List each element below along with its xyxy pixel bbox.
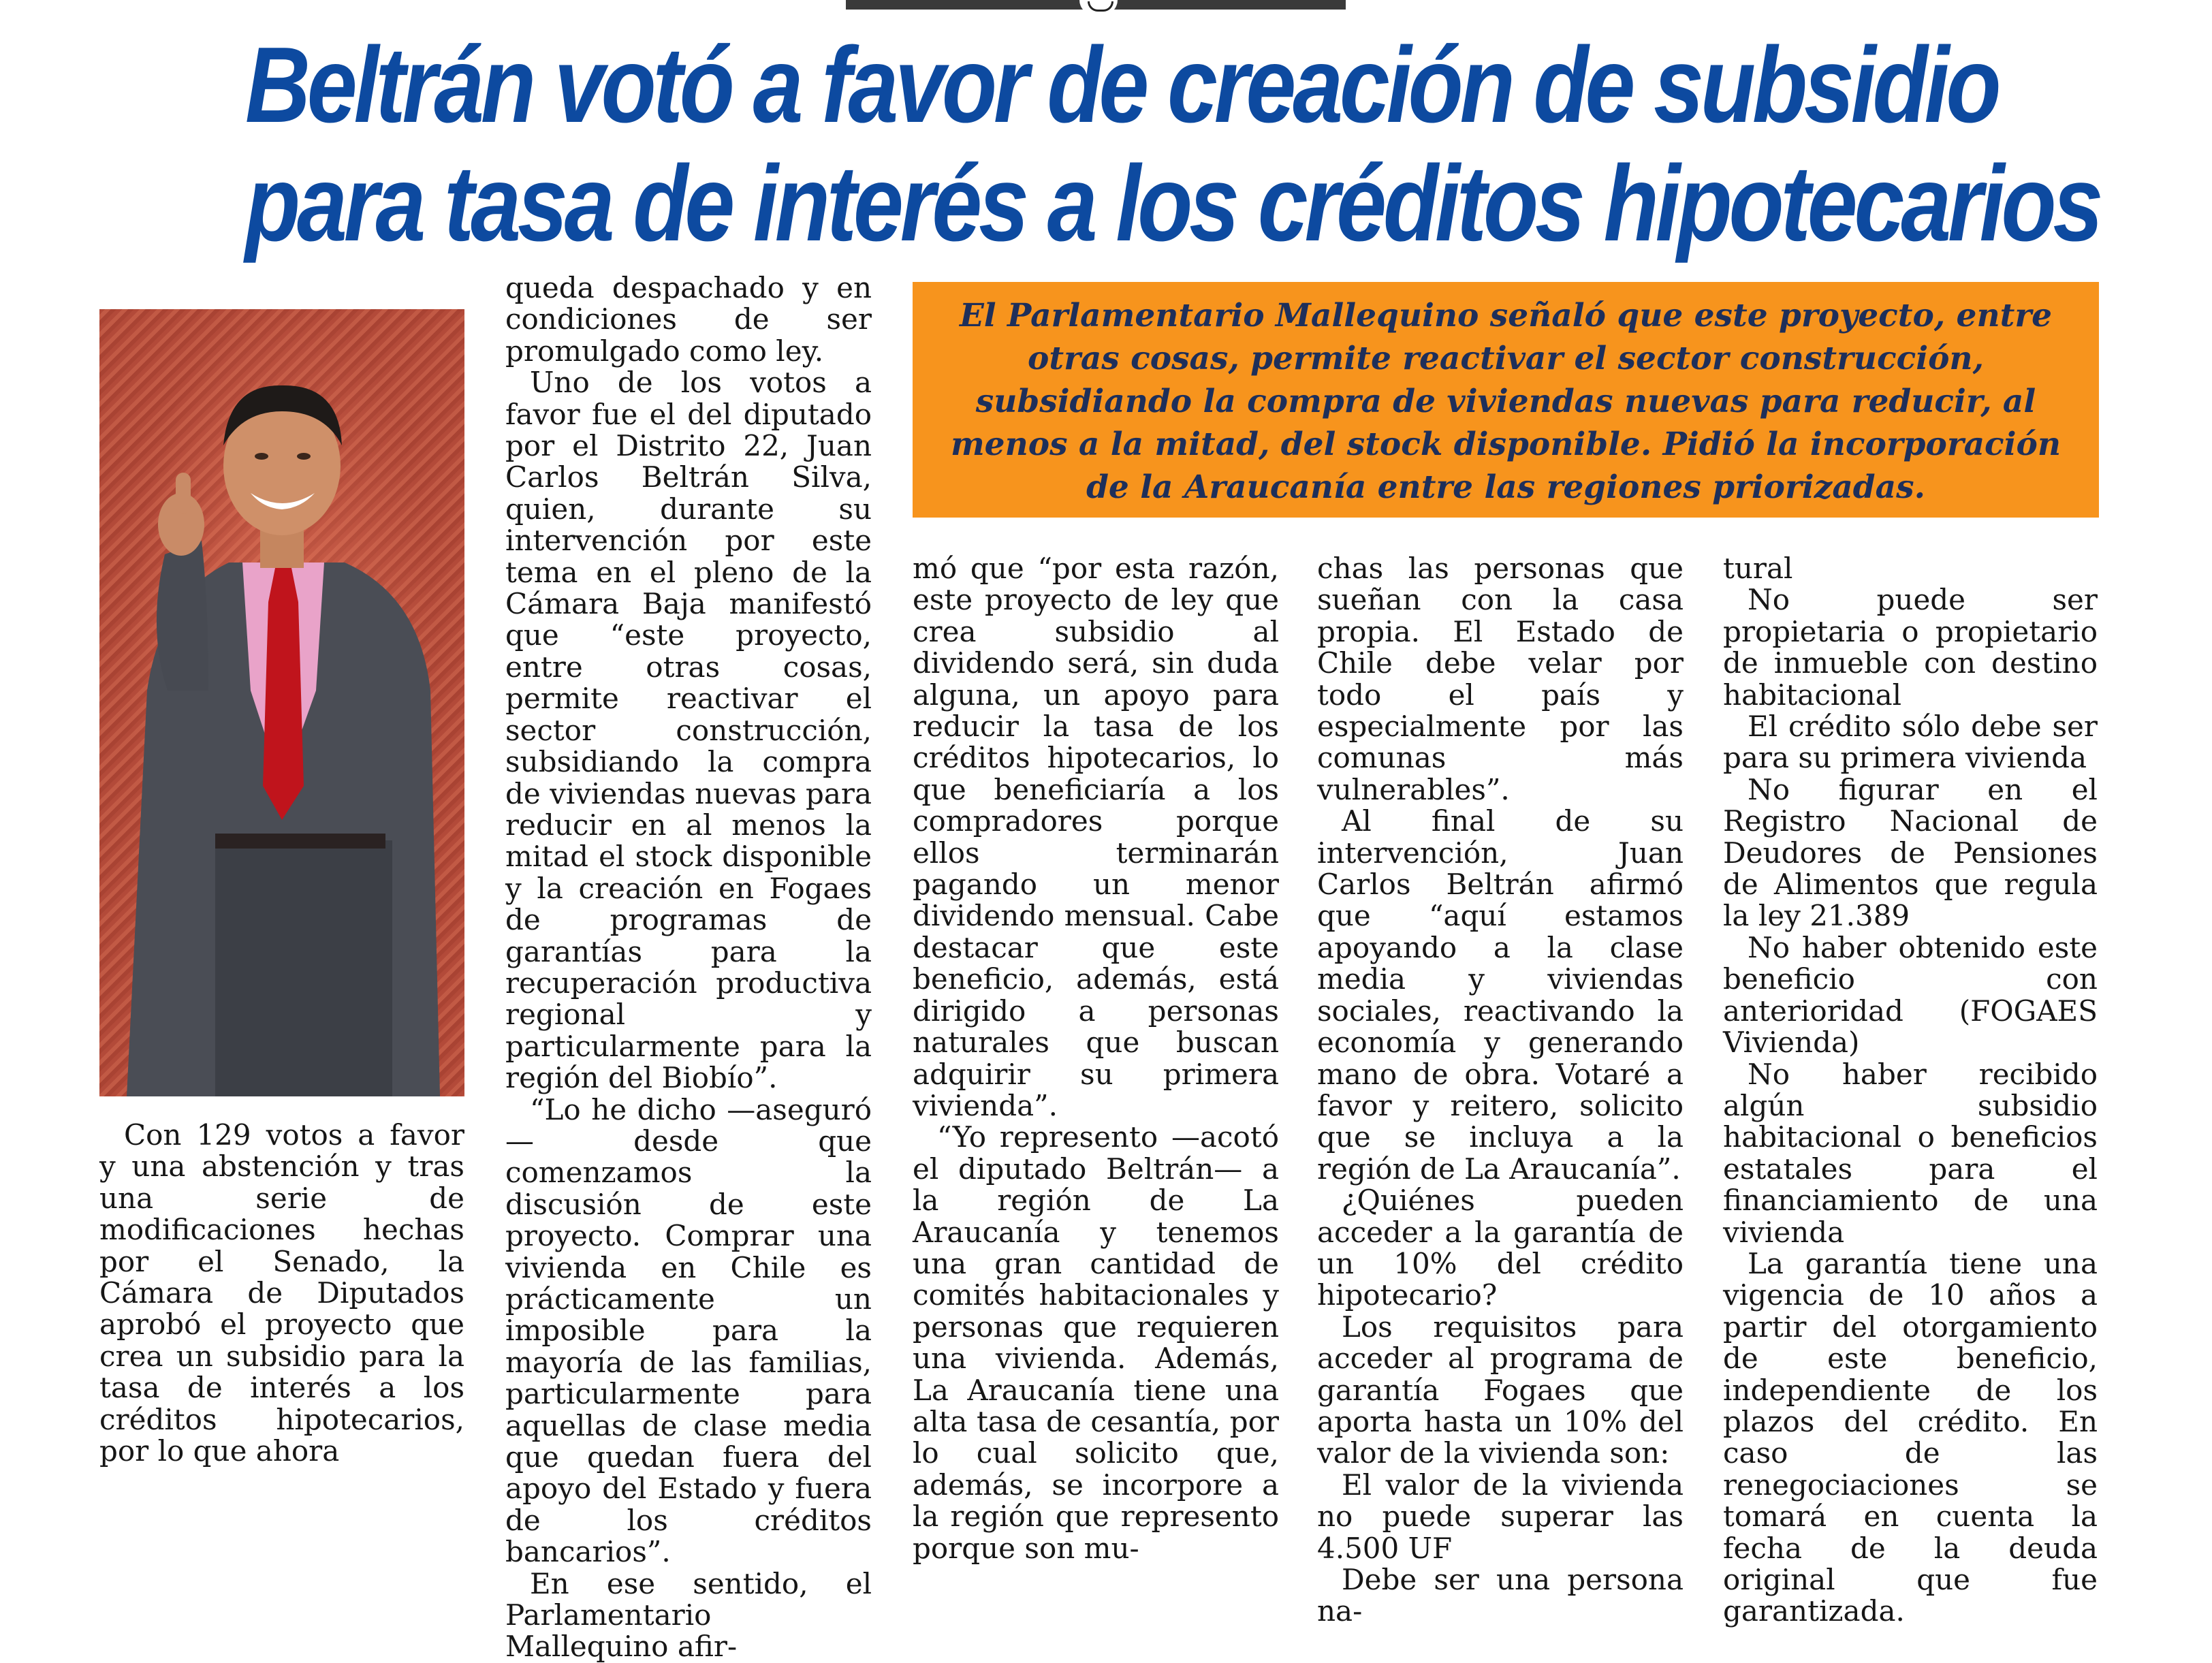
requirement-item: tural bbox=[1723, 552, 1793, 585]
subheading-question: ¿Quiénes pueden acceder a la garantía de un 10% del crédito hipotecario? bbox=[1317, 1184, 1684, 1312]
body-column-5 bbox=[1723, 553, 2098, 1628]
newspaper-logo-icon bbox=[1079, 0, 1118, 15]
paragraph: “Lo he dicho —aseguró— desde que comenzamos la discusión de este proyecto. Comprar una vivienda en Chile es prácticamente un imposible para la mayoría de las familias, particularmente para aquellas de clase media que quedan fuera del apoyo del Estado y fuera de los créditos bancarios”. bbox=[505, 1092, 872, 1569]
body-column-4 bbox=[1317, 553, 1684, 1628]
requirement-item: Debe ser una persona na- bbox=[1317, 1563, 1684, 1628]
body-column-2 bbox=[505, 272, 872, 1663]
body-column-3 bbox=[913, 553, 1279, 1564]
requirement-item: No figurar en el Registro Nacional de Deudores de Pensiones de Alimentos que regula la ley 21.389 bbox=[1723, 772, 2098, 933]
requirement-item: No haber recibido algún subsidio habitacional o beneficios estatales para el financiamiento de una vivienda bbox=[1723, 1057, 2098, 1249]
paragraph: Al final de su intervención, Juan Carlos Beltrán afirmó que “aquí estamos apoyando a la clase media y viviendas sociales, reactivando la economía y generando mano de obra. Votaré a favor y reitero, solicito que se incluya a la región de La Araucanía”. bbox=[1317, 804, 1684, 1186]
highlight-box bbox=[913, 282, 2099, 518]
paragraph: En ese sentido, el Parlamentario Mallequino afir- bbox=[505, 1566, 872, 1663]
politician-photo bbox=[99, 309, 464, 1096]
headline-line-1: Beltrán votó a favor de creación de subsidio bbox=[245, 25, 1998, 145]
paragraph: La garantía tiene una vigencia de 10 años a partir del otorgamiento de este beneficio, independiente de los plazos del crédito. En caso de las renegociaciones se tomará en cuenta la fecha de la deuda original que fue garantizada. bbox=[1723, 1246, 2098, 1628]
paragraph: Con 129 votos a favor y una abstención y tras una serie de modificaciones hechas por el Senado, la Cámara de Diputados aprobó el proyecto que crea un subsidio para la tasa de interés a los créditos hipotecarios, por lo que ahora bbox=[99, 1118, 464, 1468]
paragraph: chas las personas que sueñan con la casa propia. El Estado de Chile debe velar por todo el país y especialmente por las comunas más vulnerables”. bbox=[1317, 552, 1684, 806]
paragraph: Uno de los votos a favor fue el del diputado por el Distrito 22, Juan Carlos Beltrán Silva, quien, durante su intervención por este tema en el pleno de la Cámara Baja manifestó que “este proyecto, entre otras cosas, permite reactivar el sector construcción, subsidiando la compra de viviendas nuevas para reducir en al menos la mitad el stock disponible y la creación en Fogaes de programas de garantías para la recuperación productiva regional y particularmente para la región del Biobío”. bbox=[505, 366, 872, 1095]
paragraph: mó que “por esta razón, este proyecto de ley que crea subsidio al dividendo será, sin duda alguna, un apoyo para reducir la tasa de los créditos hipotecarios, lo que beneficiaría a los compradores porque ellos terminarán pagando un menor dividendo mensual. Cabe destacar que este beneficio, además, está dirigido a personas naturales que buscan adquirir su primera vivienda”. bbox=[913, 552, 1279, 1122]
paragraph: “Yo represento —acotó el diputado Beltrán— a la región de La Araucanía y tenemos una gran cantidad de comités habitacionales y personas que requieren una vivienda. Además, La Araucanía tiene una alta tasa de cesantía, por lo cual solicito que, además, se incorpore a la región que represento porque son mu- bbox=[913, 1120, 1279, 1565]
headline-line-2: para tasa de interés a los créditos hipotecarios bbox=[245, 144, 2100, 264]
requirement-item: El crédito sólo debe ser para su primera vivienda bbox=[1723, 710, 2098, 775]
highlight-text: El Parlamentario Mallequino señaló que este proyecto, entre otras cosas, permite reactivar el sector construcción, subsidiando la compra de viviendas nuevas para reducir, al menos a la mitad, del stock disponible. Pidió la incorporación de la Araucanía entre las regiones priorizadas. bbox=[950, 297, 2061, 506]
requirement-item: No haber obtenido este beneficio con anterioridad (FOGAES Vivienda) bbox=[1723, 930, 2098, 1060]
paragraph: queda despachado y en condiciones de ser promulgado como ley. bbox=[505, 271, 872, 368]
requirement-item: No puede ser propietaria o propietario de inmueble con destino habitacional bbox=[1723, 583, 2098, 712]
article-headline bbox=[245, 25, 2100, 264]
body-column-1 bbox=[99, 1120, 464, 1467]
paragraph: Los requisitos para acceder al programa de garantía Fogaes que aporta hasta un 10% del valor de la vivienda son: bbox=[1317, 1310, 1684, 1470]
politician-figure-icon bbox=[99, 309, 464, 1096]
requirement-item: El valor de la vivienda no puede superar las 4.500 UF bbox=[1317, 1468, 1684, 1565]
